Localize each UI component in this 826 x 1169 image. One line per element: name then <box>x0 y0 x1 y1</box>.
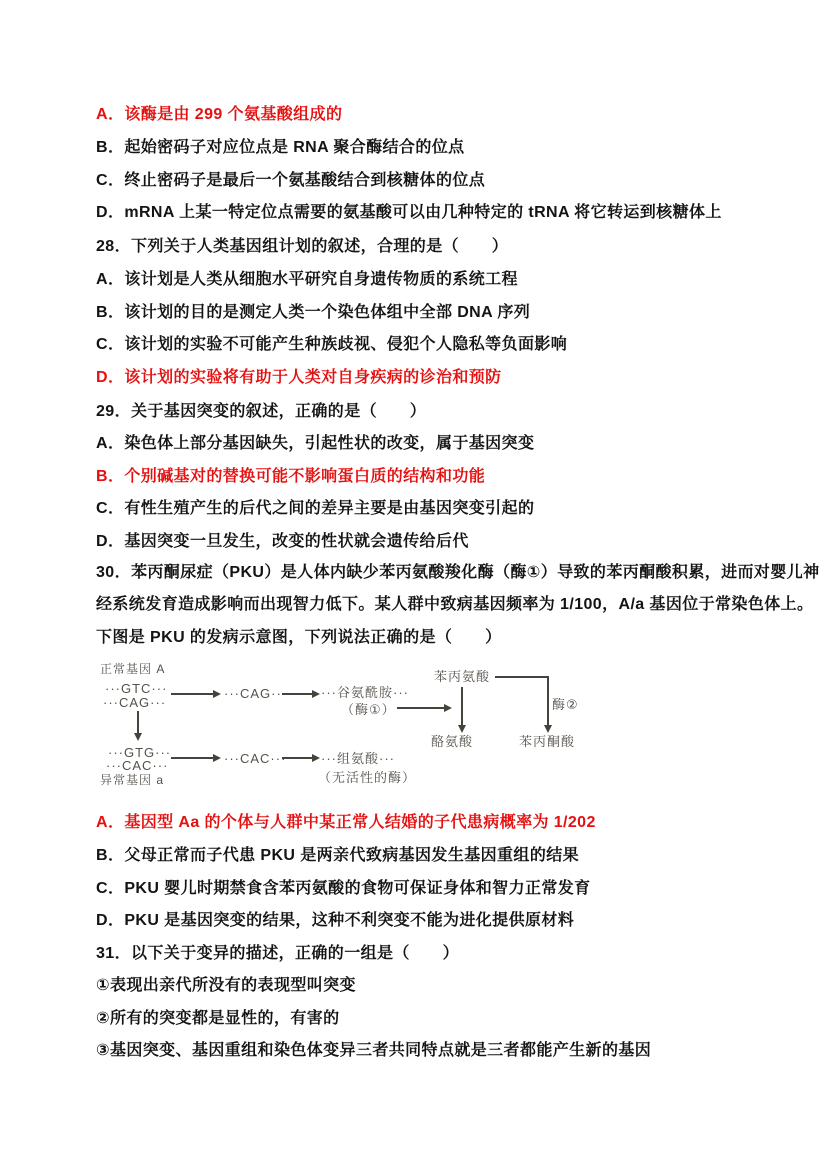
q30-option-d: D．PKU 是基因突变的结果，这种不利突变不能为进化提供原材料 <box>96 912 575 929</box>
tyrosine-label: 酪氨酸 <box>431 734 474 749</box>
normal-dna-strand-bottom: ···CAG··· <box>103 695 167 710</box>
arrow-enzyme1-to-reaction <box>397 707 450 709</box>
q30-stem-line3: 下图是 PKU 的发病示意图，下列说法正确的是（ ） <box>96 629 502 646</box>
arrow-mutant-mrna-to-protein <box>282 757 318 759</box>
arrow-phe-to-phenylpyruvate <box>547 676 549 731</box>
phenylalanine-label: 苯丙氨酸 <box>434 669 491 684</box>
q31-item-1: ①表现出亲代所没有的表现型叫突变 <box>96 977 356 994</box>
q28-option-a: A．该计划是人类从细胞水平研究自身遗传物质的系统工程 <box>96 271 518 288</box>
q29-option-d: D．基因突变一旦发生，改变的性状就会遗传给后代 <box>96 533 469 550</box>
q30-stem-line2: 经系统发育造成影响而出现智力低下。某人群中致病基因频率为 1/100，A/a 基因位于常染色体上。 <box>96 596 814 613</box>
q31-stem: 31．以下关于变异的描述，正确的一组是（ ） <box>96 945 459 962</box>
arrow-phe-to-tyr <box>461 687 463 731</box>
q28-option-b: B．该计划的目的是测定人类一个染色体组中全部 DNA 序列 <box>96 304 531 321</box>
q27-option-d: D．mRNA 上某一特定位点需要的氨基酸可以由几种特定的 tRNA 将它转运到核糖体上 <box>96 204 722 221</box>
mrna-mutant-codon: ···CAC··· <box>224 751 287 766</box>
q29-option-b: B．个别碱基对的替换可能不影响蛋白质的结构和功能 <box>96 468 486 485</box>
q28-stem: 28．下列关于人类基因组计划的叙述，合理的是（ ） <box>96 238 509 255</box>
protein-histidine: ···组氨酸··· <box>321 751 395 766</box>
q30-stem-line1: 30．苯丙酮尿症（PKU）是人体内缺少苯丙氨酸羧化酶（酶①）导致的苯丙酮酸积累，进而对婴儿神 <box>96 564 820 581</box>
q30-option-b: B．父母正常而子代患 PKU 是两亲代致病基因发生基因重组的结果 <box>96 847 580 864</box>
q29-option-a: A．染色体上部分基因缺失，引起性状的改变，属于基因突变 <box>96 435 535 452</box>
q27-option-c: C．终止密码子是最后一个氨基酸结合到核糖体的位点 <box>96 172 486 189</box>
arrow-gene-mutation <box>137 711 139 739</box>
line-phe-to-enzyme2-branch <box>495 676 548 678</box>
q31-item-2: ②所有的突变都是显性的，有害的 <box>96 1010 340 1027</box>
mutant-gene-label: 异常基因 a <box>100 773 165 787</box>
mrna-normal-codon: ···CAG··· <box>224 686 288 701</box>
mutant-dna-strand-top: ···GTG··· <box>108 745 172 760</box>
enzyme2-label: 酶② <box>552 697 579 712</box>
q30-option-a: A．基因型 Aa 的个体与人群中某正常人结婚的子代患病概率为 1/202 <box>96 814 596 831</box>
protein-glutamine: ···谷氨酰胺··· <box>321 685 409 700</box>
enzyme1-label: （酶①） <box>341 702 396 717</box>
arrow-normal-mrna-to-protein <box>282 693 318 695</box>
mutant-dna-strand-bottom: ···CAC··· <box>106 758 169 773</box>
inactive-enzyme-label: （无活性的酶） <box>318 770 417 785</box>
q30-option-c: C．PKU 婴儿时期禁食含苯丙氨酸的食物可保证身体和智力正常发育 <box>96 880 591 897</box>
phenylpyruvate-label: 苯丙酮酸 <box>519 734 576 749</box>
normal-gene-label: 正常基因 A <box>100 662 166 676</box>
q31-item-3: ③基因突变、基因重组和染色体变异三者共同特点就是三者都能产生新的基因 <box>96 1042 652 1059</box>
arrow-normal-gene-to-mrna <box>171 693 219 695</box>
pku-pathway-diagram <box>95 655 615 805</box>
arrow-mutant-gene-to-mrna <box>171 757 219 759</box>
q28-option-c: C．该计划的实验不可能产生种族歧视、侵犯个人隐私等负面影响 <box>96 336 568 353</box>
q27-option-a: A．该酶是由 299 个氨基酸组成的 <box>96 106 343 123</box>
q27-option-b: B．起始密码子对应位点是 RNA 聚合酶结合的位点 <box>96 139 465 156</box>
normal-dna-strand-top: ···GTC··· <box>105 681 168 696</box>
q28-option-d: D．该计划的实验将有助于人类对自身疾病的诊治和预防 <box>96 369 502 386</box>
q29-option-c: C．有性生殖产生的后代之间的差异主要是由基因突变引起的 <box>96 500 535 517</box>
q29-stem: 29．关于基因突变的叙述，正确的是（ ） <box>96 403 427 420</box>
